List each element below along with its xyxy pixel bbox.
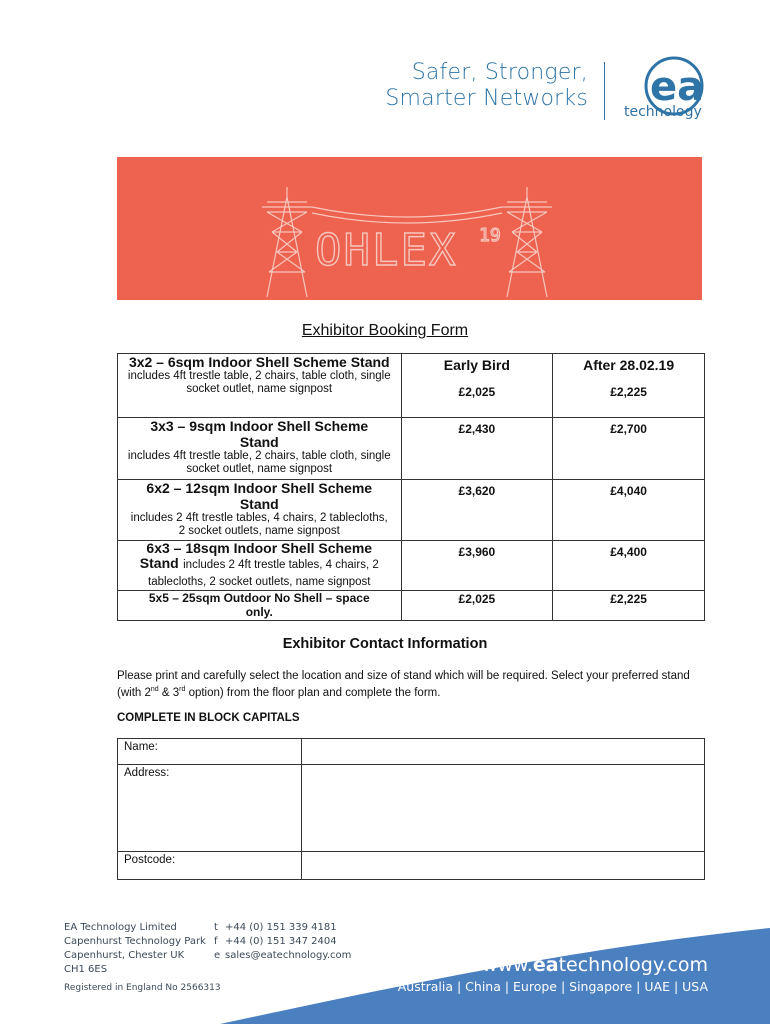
after-price: £2,225: [610, 592, 647, 606]
stand-description: includes 4ft trestle table, 2 chairs, table cloth, single socket outlet, name signpost: [127, 370, 391, 395]
early-bird-price: £2,025: [458, 385, 496, 399]
registration-note: Registered in England No 2566313: [64, 983, 221, 993]
after-date-header: After 28.02.19: [583, 357, 675, 373]
email-link[interactable]: sales@eatechnology.com: [225, 950, 352, 961]
contact-details: [214, 921, 351, 963]
early-bird-price: £3,960: [458, 545, 496, 559]
event-name: OHLEX: [315, 225, 458, 276]
early-bird-price: £2,430: [458, 422, 496, 436]
email-label: e: [214, 950, 221, 961]
early-bird-price: £2,025: [458, 592, 496, 606]
address-line: Capenhurst, Chester UK: [64, 950, 185, 961]
phone-number: +44 (0) 151 339 4181: [225, 922, 337, 933]
postcode-label: Postcode:: [118, 852, 302, 880]
stand-title: 3x3 – 9sqm Indoor Shell Scheme Stand: [150, 418, 369, 450]
stand-title: 5x5 – 25sqm Outdoor No Shell – space only.: [148, 591, 370, 619]
stand-title: 3x2 – 6sqm Indoor Shell Scheme Stand: [128, 354, 390, 370]
website-link[interactable]: [482, 954, 708, 976]
contact-heading: Exhibitor Contact Information: [282, 636, 488, 652]
stand-description: includes 2 4ft trestle tables, 4 chairs, 2 tablecloths, 2 socket outlets, name signpost: [130, 512, 388, 537]
event-year: 19: [479, 225, 501, 246]
early-bird-header: Early Bird: [443, 357, 510, 373]
regions-list: Australia | China | Europe | Singapore | UAE | USA: [397, 979, 708, 994]
after-price: £2,700: [610, 422, 647, 436]
stand-title: 6x3 – 18sqm Indoor Shell Scheme: [146, 540, 373, 556]
instructions-text: option) from the floor plan and complete the form.: [185, 686, 441, 699]
address-line: CH1 6ES: [64, 964, 108, 975]
name-label: Name:: [118, 739, 302, 765]
early-bird-price: £3,620: [458, 484, 496, 498]
phone-label: t: [214, 922, 218, 933]
form-title: Exhibitor Booking Form: [301, 322, 469, 339]
after-price: £4,040: [610, 484, 647, 498]
instructions-text: & 3: [158, 686, 180, 699]
after-price: £4,400: [610, 545, 647, 559]
company-address: [64, 921, 206, 977]
superscript: nd: [150, 686, 159, 693]
logo-wordmark: technology: [624, 104, 702, 120]
block-capitals-note: COMPLETE IN BLOCK CAPITALS: [117, 712, 300, 724]
stand-description: includes 4ft trestle table, 2 chairs, table cloth, single socket outlet, name signpost: [127, 450, 391, 475]
tagline-line-1: Safer, Stronger,: [411, 60, 588, 85]
logo-mark: ea: [650, 64, 705, 110]
tagline-line-2: Smarter Networks: [385, 86, 588, 111]
after-price: £2,225: [610, 385, 647, 399]
superscript: rd: [179, 686, 186, 693]
stand-title-continued: Stand: [139, 555, 179, 571]
web-prefix: www.: [481, 954, 533, 976]
fax-label: f: [214, 936, 218, 947]
instructions-text: Please print and carefully select the location and size of stand which will be required. Select your preferred stand (with 2: [117, 670, 690, 699]
company-name: EA Technology Limited: [64, 922, 177, 933]
fax-number: +44 (0) 151 347 2404: [225, 936, 337, 947]
address-label: Address:: [118, 765, 302, 852]
web-bold: ea: [532, 954, 559, 976]
address-line: Capenhurst Technology Park: [64, 936, 206, 947]
stand-description: includes 2 4ft trestle tables, 4 chairs, 2 tablecloths, 2 socket outlets, name signpost: [148, 559, 379, 588]
web-suffix: technology.com: [558, 954, 708, 976]
stand-title: 6x2 – 12sqm Indoor Shell Scheme Stand: [146, 480, 373, 512]
